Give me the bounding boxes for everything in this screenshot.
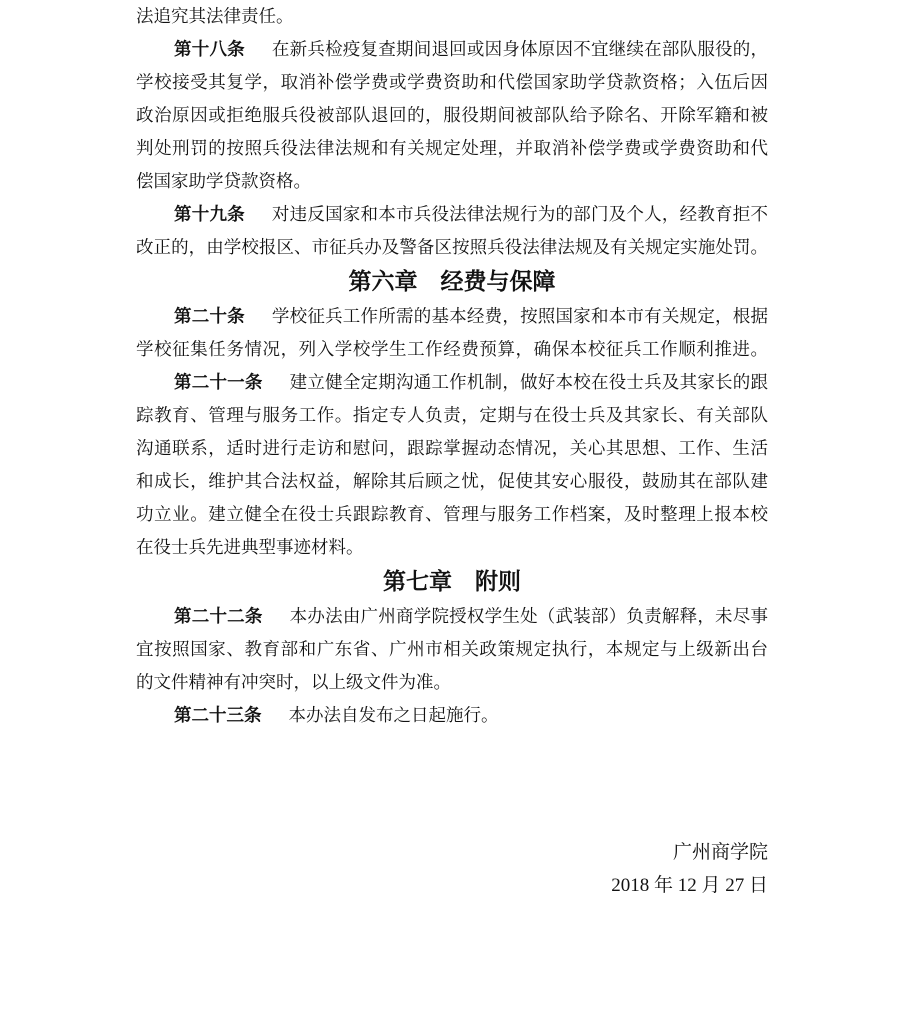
chapter-heading-6: 第六章 经费与保障 — [348, 269, 556, 294]
article-number: 第二十一条 — [174, 372, 263, 392]
line-text: 对违反国家和本市兵役法律法规行为的部门及个人，经教育拒不 — [271, 204, 769, 224]
article-number: 第二十二条 — [174, 606, 263, 626]
line-text: 学校接受其复学，取消补偿学费或学费资助和代偿国家助学贷款资格；入伍后因 — [136, 72, 768, 92]
doc-line — [136, 333, 768, 366]
doc-line — [136, 399, 768, 432]
line-text: 在新兵检疫复查期间退回或因身体原因不宜继续在部队服役的， — [271, 39, 769, 59]
doc-line — [136, 231, 768, 264]
doc-line — [136, 99, 768, 132]
line-text: 学校征兵工作所需的基本经费，按照国家和本市有关规定，根据 — [271, 306, 769, 326]
line-text: 踪教育、管理与服务工作。指定专人负责，定期与在役士兵及其家长、有关部队 — [136, 405, 768, 425]
doc-line — [136, 165, 768, 198]
doc-line — [136, 531, 768, 564]
line-text: 本办法由广州商学院授权学生处（武装部）负责解释，未尽事 — [289, 606, 769, 626]
line-text: 功立业。建立健全在役士兵跟踪教育、管理与服务工作档案，及时整理上报本校 — [136, 504, 768, 524]
doc-line-article-22 — [136, 600, 768, 633]
signature-org: 广州商学院 — [672, 842, 768, 863]
signature-date: 2018 年 12 月 27 日 — [611, 875, 768, 896]
line-text: 判处刑罚的按照兵役法律法规和有关规定处理，并取消补偿学费或学费资助和代 — [136, 138, 768, 158]
line-text: 在役士兵先进典型事迹材料。 — [136, 537, 364, 557]
line-text: 和成长，维护其合法权益，解除其后顾之忧，促使其安心服役，鼓励其在部队建 — [136, 471, 768, 491]
line-text: 偿国家助学贷款资格。 — [136, 171, 311, 191]
chapter-heading-7: 第七章 附则 — [383, 569, 521, 594]
doc-line — [136, 432, 768, 465]
doc-line — [136, 666, 768, 699]
article-number: 第十九条 — [174, 204, 245, 224]
doc-line-article-20 — [136, 300, 768, 333]
article-number: 第二十条 — [174, 306, 245, 326]
doc-line — [136, 633, 768, 666]
line-text: 法追究其法律责任。 — [136, 6, 294, 26]
line-text: 学校征集任务情况，列入学校学生工作经费预算，确保本校征兵工作顺利推进。 — [136, 339, 768, 359]
doc-line — [136, 498, 768, 531]
doc-line-article-19 — [136, 198, 768, 231]
line-text: 本办法自发布之日起施行。 — [288, 705, 499, 725]
doc-line — [136, 66, 768, 99]
article-number: 第二十三条 — [174, 705, 262, 725]
signature-block — [136, 836, 768, 902]
article-number: 第十八条 — [174, 39, 245, 59]
doc-line — [136, 0, 768, 33]
document-body — [136, 0, 768, 902]
line-text: 建立健全定期沟通工作机制，做好本校在役士兵及其家长的跟 — [289, 372, 769, 392]
doc-line-article-18 — [136, 33, 768, 66]
line-text: 的文件精神有冲突时，以上级文件为准。 — [136, 672, 451, 692]
line-text: 宜按照国家、教育部和广东省、广州市相关政策规定执行，本规定与上级新出台 — [136, 639, 768, 659]
line-text: 政治原因或拒绝服兵役被部队退回的，服役期间被部队给予除名、开除军籍和被 — [136, 105, 768, 125]
doc-line-article-21 — [136, 366, 768, 399]
doc-line — [136, 132, 768, 165]
doc-line — [136, 465, 768, 498]
doc-line-article-23 — [136, 699, 768, 732]
line-text: 改正的，由学校报区、市征兵办及警备区按照兵役法律法规及有关规定实施处罚。 — [136, 237, 768, 257]
line-text: 沟通联系，适时进行走访和慰问，跟踪掌握动态情况，关心其思想、工作、生活 — [136, 438, 768, 458]
